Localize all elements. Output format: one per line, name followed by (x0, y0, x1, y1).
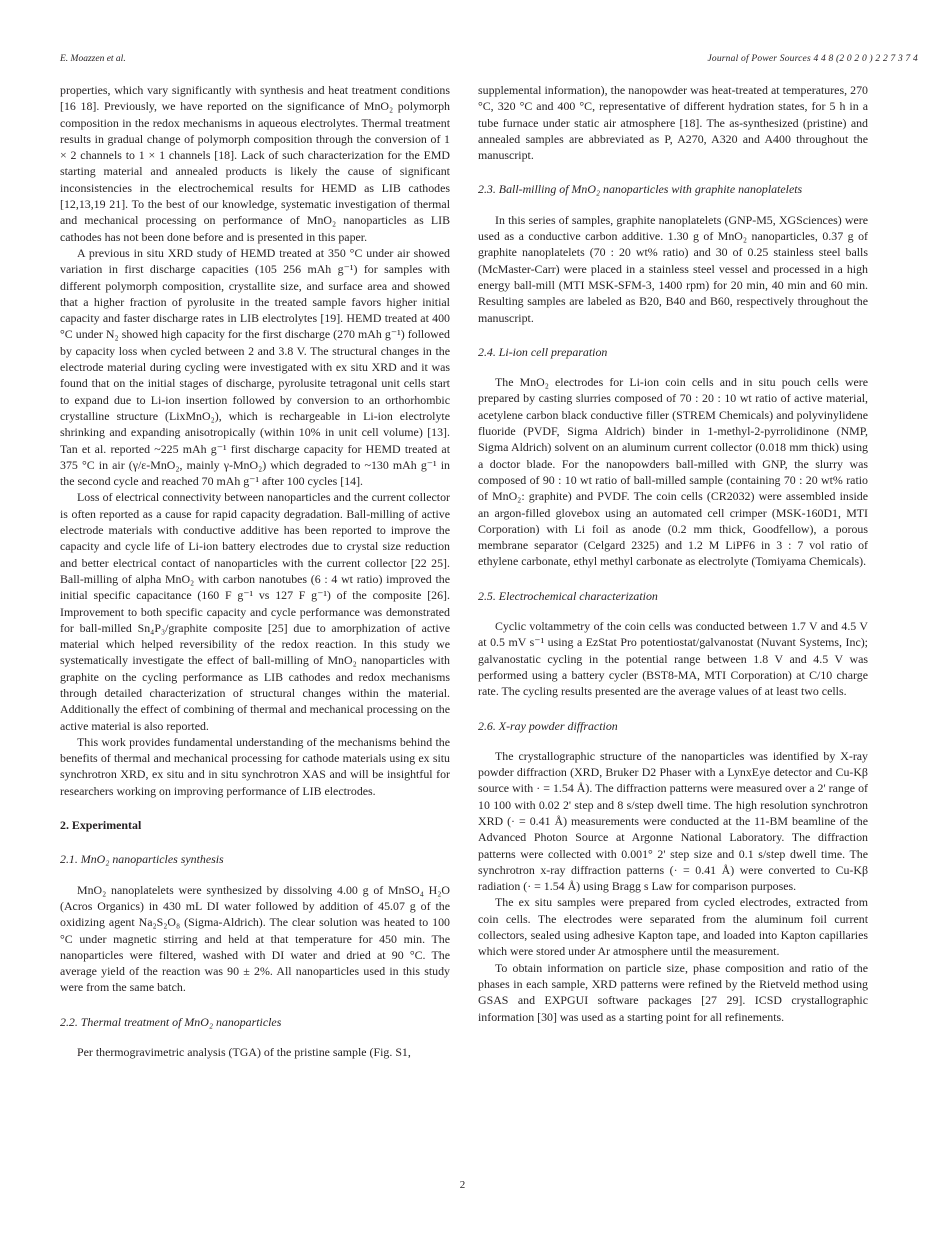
paragraph: The MnO₂ electrodes for Li-ion coin cells and in situ pouch cells were prepared by casting slurries composed of 70 : 20 : 10 wt ratio of active material, acetylene carbon black conductive filler (STREM Chemicals) and polyvinylidene fluoride (PVDF, Sigma Aldrich) binder in 1-methyl-2-pyrrolidinone (NMP, Sigma Aldrich) solvent on an aluminum current collector (0.018 mm thick) using a doctor blade. For the nanopowders ball-milled with GNP, the slurry was composed of 90 : 10 wt ratio of ball-milled sample (containing 70 : 20 wt% ratio of MnO₂: graphite) and PVDF. The coin cells (CR2032) were assembled inside an argon-filled glovebox using an automated cell crimper (MSK-160D1, MTI Corporation) with Li foil as anode (0.2 mm thick, Goodfellow), a porous membrane separator (Celgard 2325) and 1.2 M LiPF6 in 3 : 7 vol ratio of ethylene carbonate, ethyl methyl carbonate as electrolyte (Tomiyama Chemicals). (478, 375, 868, 569)
paragraph: Per thermogravimetric analysis (TGA) of the pristine sample (Fig. S1, (77, 1045, 411, 1060)
paragraph: properties, which vary significantly with synthesis and heat treatment conditions [16 18]. Previously, we have reported on the significance of MnO₂ polymorph composition in the redox mechanisms in aqueous electrolytes. Thermal treatment results in gradual change of polymorph composition through the conversion of 1 × 2 channels to 1 × 1 channels [18]. Lack of such characterization for the EMD starting material and annealed products is likely the cause of significant inconsistencies in the electrochemical results for HEMD as LIB cathodes [12,13,19 21]. To the best of our knowledge, systematic investigation of thermal and mechanical processing on performance of MnO₂ nanoparticles as LIB cathodes has not been done before and is presented in this paper. (60, 83, 450, 244)
subsection-heading-xrd: 2.6. X-ray powder diffraction (478, 718, 618, 733)
paragraph: In this series of samples, graphite nanoplatelets (GNP-M5, XGSciences) were used as a conductive carbon additive. 1.30 g of MnO₂ nanoparticles, 0.37 g of graphite nanoplatelets (70 : 20 wt% ratio) and 30 of 0.25 stainless steel balls (McMaster-Carr) were placed in a stainless steel vessel and processed in a high energy ball-mill (MTI MSK-SFM-3, 1400 rpm) for 20 min, 40 min and 60 min. Resulting samples are labeled as B20, B40 and B60, respectively throughout the manuscript. (478, 212, 868, 325)
running-header-journal: Journal of Power Sources 4 4 8 (2 0 2 0 ) 2 2 7 3 7 4 (707, 54, 918, 64)
page-number: 2 (459, 1179, 466, 1191)
paragraph: MnO₂ nanoplatelets were synthesized by dissolving 4.00 g of MnSO₄ H₂O (Acros Organics) in 430 mL DI water followed by addition of 45.07 g of the oxidizing agent Na₂S₂O₈ (Sigma-Aldrich). The clear solution was heated to 100 °C under magnetic stirring and held at that temperature for 450 min. The nanoparticles were filtered, washed with DI water and dried at 90 °C. The average yield of the reaction was 90 ± 2%. All nanoparticles used in this study were from the same batch. (60, 882, 450, 995)
section-heading-experimental: 2. Experimental (60, 818, 142, 833)
paragraph: This work provides fundamental understanding of the mechanisms behind the benefits of thermal and mechanical processing for cathode materials using ex situ synchrotron XRD, ex situ and in situ synchrotron XAS and will be insightful for researchers working on improving performance of LIB electrodes. (60, 734, 450, 798)
subsection-heading-synthesis: 2.1. MnO₂ nanoparticles synthesis (60, 852, 224, 867)
paragraph: Loss of electrical connectivity between nanoparticles and the current collector is often reported as a cause for rapid capacity degradation. Ball-milling of active electrode materials with conductive additive has been reported to improve the capacity and cycle life of Li-ion battery electrodes due to crystal size reduction and better electrical contact of nanoparticles with the current collector [22 25]. Ball-milling of alpha MnO₂ with carbon nanotubes (6 : 4 wt ratio) improved the initial specific capacitance (160 F g⁻¹ vs 127 F g⁻¹) of the composite [26]. Improvement to both specific capacity and cycle performance was demonstrated for ball-milled Sn₄P₃/graphite composite [25] due to amorphization of active material which helped reversibility of the redox reaction. In this study we systematically investigate the effect of ball-milling of MnO₂ nanoparticles with graphite on the cycling performance as LIB cathodes and redox mechanisms through detailed characterization of structural changes within the material. Additionally the effect of combining of thermal and mechanical processing on the active material is also reported. (60, 490, 450, 733)
paragraph: To obtain information on particle size, phase composition and ratio of the phases in each sample, XRD patterns were refined by the Rietveld method using GSAS and EXPGUI software packages [27 29]. ICSD crystallographic information [30] was used as a starting point for all refinements. (478, 960, 868, 1024)
paragraph: Cyclic voltammetry of the coin cells was conducted between 1.7 V and 4.5 V at 0.5 mV s⁻¹ using a EzStat Pro potentiostat/galvanostat (Nuvant Systems, Inc); galvanostatic cycling in the potential range between 1.8 V and 4.5 V was performed using a battery cycler (BST8-MA, MTI Corporation) at C/10 charge rate. The cycling results presented are the average values of at least two cells. (478, 619, 868, 699)
subsection-heading-electrochemical: 2.5. Electrochemical characterization (478, 588, 658, 603)
subsection-heading-thermal-treatment: 2.2. Thermal treatment of MnO₂ nanoparticles (60, 1014, 282, 1029)
paragraph: The crystallographic structure of the nanoparticles was identified by X-ray powder diffraction (XRD, Bruker D2 Phaser with a LynxEye detector and Cu-Kβ source with · = 1.54 Å). The diffraction patterns were measured over a 2' range of 10 100 with 0.02 2' step and 8 s/step dwell time. The high resolution synchrotron XRD (· = 0.41 Å) measurements were conducted at the 11-BM beamline of the Advanced Photon Source at Argonne National Laboratory. The diffraction patterns were collected with 0.001° 2' step size and 0.1 s/step dwell time. The synchrotron x-ray diffraction patterns (· = 0.41 Å) were converted to Cu-Kβ radiation (· = 1.54 Å) using Bragg s Law for comparison purposes. (478, 748, 868, 894)
paragraph: A previous in situ XRD study of HEMD treated at 350 °C under air showed variation in first discharge capacities (105 256 mAh g⁻¹) for samples with different polymorph composition, crystallite size, and surface area and showed that a higher fraction of pyrolusite in the treated sample favors higher initial capacity and faster discharge rates in LIB electrolytes [19]. HEMD treated at 400 °C under N₂ showed high capacity for the first discharge (270 mAh g⁻¹) followed by capacity loss when cycled between 2 and 3.8 V. The structural changes in the electrode material during cycling were investigated with ex situ XRD and it was found that on the initial stages of discharge, pyrolusite tetragonal unit cells start to expand due to Li-ion insertion followed by conversion to an orthorhombic crystalline structure (LixMnO₂), which is rechargeable in Li-ion electrolyte shrinking and expanding anisotropically (within 10% in unit cell volume) [13]. Tan et al. reported ~225 mAh g⁻¹ first discharge capacity for HEMD treated at 375 °C in air (γ/ε-MnO₂, mainly γ-MnO₂) which degraded to ~130 mAh g⁻¹ in the second cycle and reached 70 mAh g⁻¹ after 100 cycles [14]. (60, 245, 450, 489)
paragraph: supplemental information), the nanopowder was heat-treated at temperatures, 270 °C, 320 °C and 400 °C, representative of different hydration states, for 5 h in a tube furnace under static air atmosphere [18]. The as-synthesized (pristine) and annealed samples are abbreviated as P, A270, A320 and A400 throughout the manuscript. (478, 83, 868, 163)
left-column (60, 82, 450, 1060)
paragraph: The ex situ samples were prepared from cycled electrodes, extracted from coin cells. The electrodes were separated from the aluminum foil current collectors, sealed using adhesive Kapton tape, and loaded into Kapton capillaries which were stored under Ar atmosphere until the measurement. (478, 895, 868, 959)
right-column (478, 82, 868, 1025)
running-header-authors: E. Moazzen et al. (60, 54, 126, 64)
subsection-heading-ball-milling: 2.3. Ball-milling of MnO₂ nanoparticles with graphite nanoplatelets (478, 182, 803, 197)
subsection-heading-cell-preparation: 2.4. Li-ion cell preparation (478, 344, 608, 359)
